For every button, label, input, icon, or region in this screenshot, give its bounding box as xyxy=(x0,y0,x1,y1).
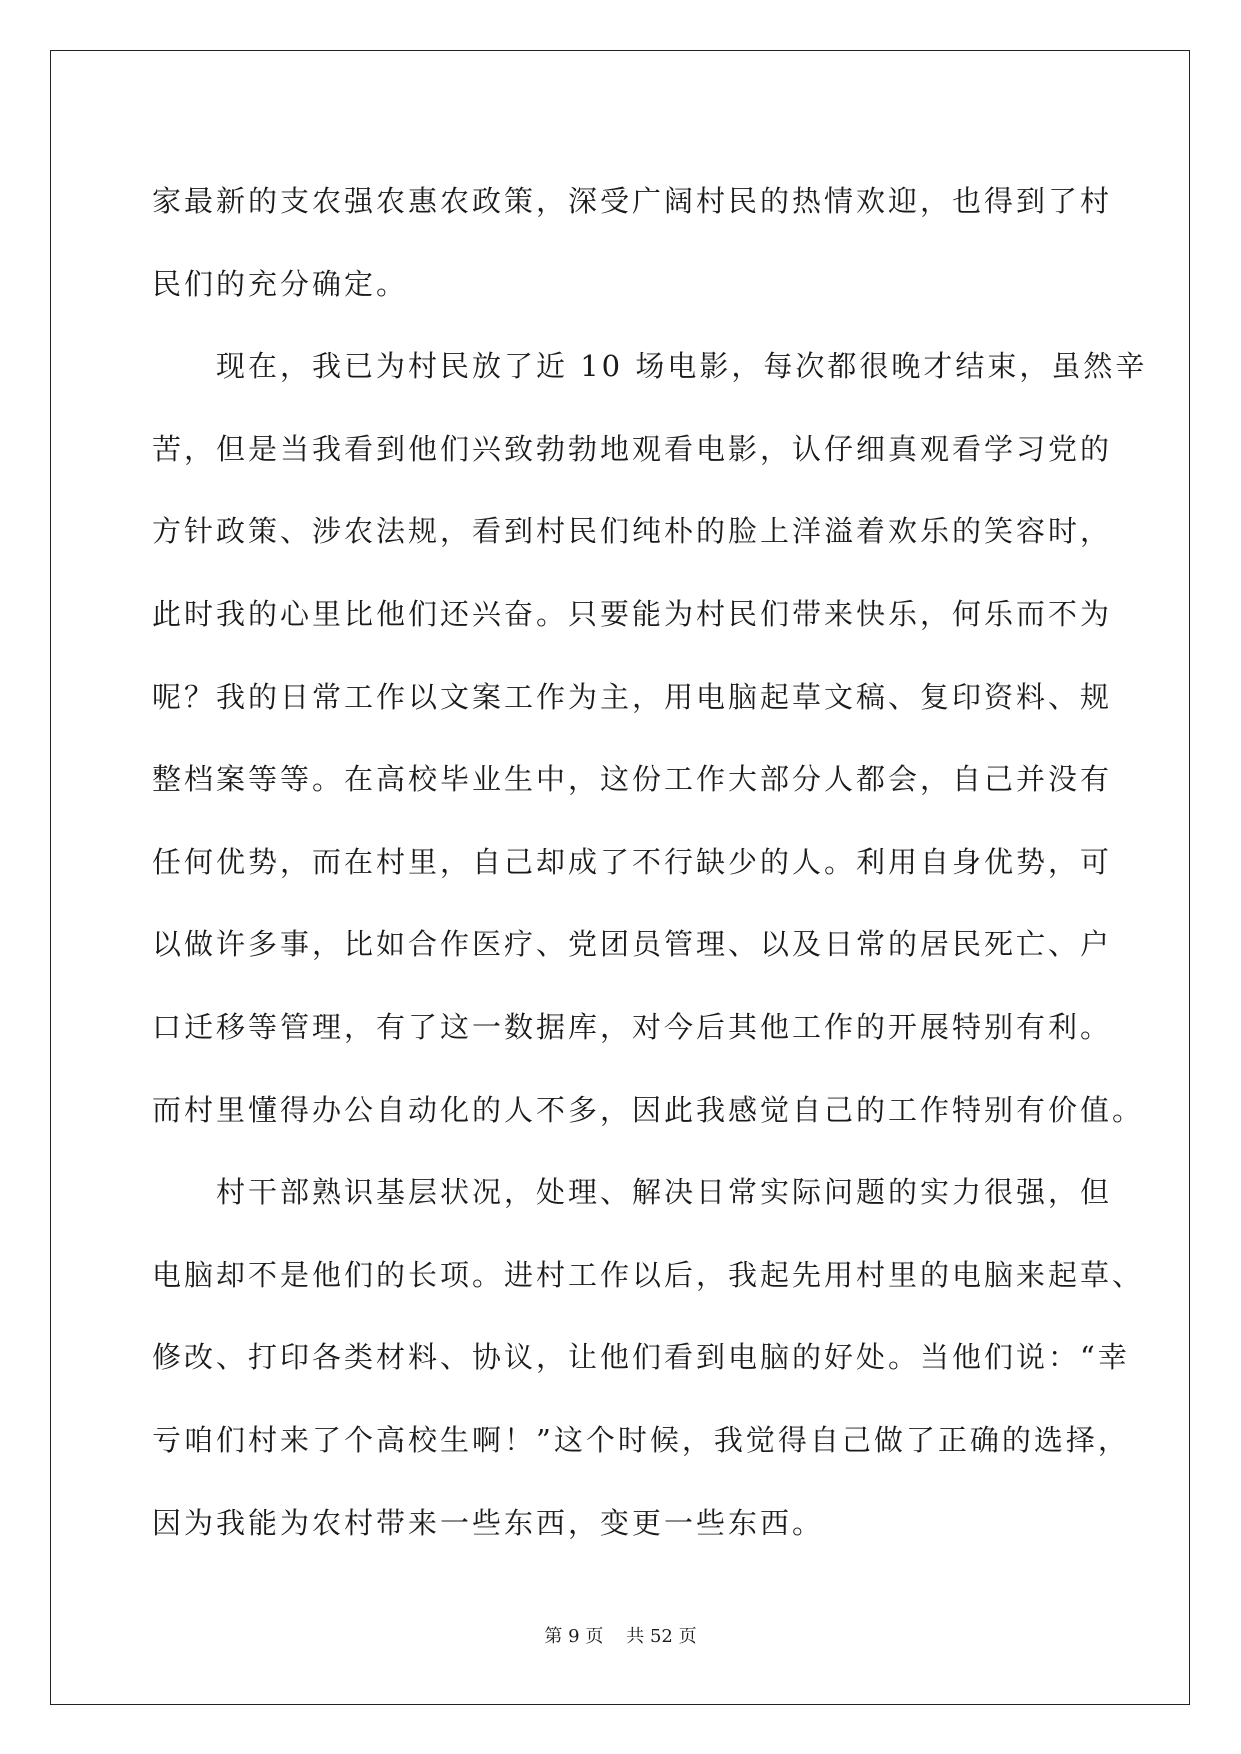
text-line: 民们的充分确定。 xyxy=(152,266,409,301)
page-total: 共 52 页 xyxy=(626,1626,697,1647)
text-line: 整档案等等。在高校毕业生中，这份工作大部分人都会，自己并没有 xyxy=(152,762,1113,797)
paragraph-3 xyxy=(152,1151,1145,1564)
text-line: 以做许多事，比如合作医疗、党团员管理、以及日常的居民死亡、户 xyxy=(152,927,1113,962)
document-body xyxy=(152,160,1148,1564)
paragraph-1 xyxy=(152,160,1113,325)
text-line: 修改、打印各类材料、协议，让他们看到电脑的好处。当他们说：“幸 xyxy=(152,1340,1130,1375)
page-footer xyxy=(0,1622,1241,1648)
text-line: 因为我能为农村带来一些东西，变更一些东西。 xyxy=(152,1505,825,1540)
text-line: 任何优势，而在村里，自己却成了不行缺少的人。利用自身优势，可 xyxy=(152,844,1113,879)
text-line: 此时我的心里比他们还兴奋。只要能为村民们带来快乐，何乐而不为 xyxy=(152,596,1113,631)
text-line: 家最新的支农强农惠农政策，深受广阔村民的热情欢迎，也得到了村 xyxy=(152,184,1113,218)
paragraph-2 xyxy=(152,325,1148,1151)
text-line: 苦，但是当我看到他们兴致勃勃地观看电影，认仔细真观看学习党的 xyxy=(152,431,1113,466)
text-line: 口迁移等管理，有了这一数据库，对今后其他工作的开展特别有利。 xyxy=(152,1009,1113,1044)
text-line: 现在，我已为村民放了近 10 场电影，每次都很晚才结束，虽然辛 xyxy=(216,349,1148,384)
text-line: 方针政策、涉农法规，看到村民们纯朴的脸上洋溢着欢乐的笑容时， xyxy=(152,514,1113,549)
text-line: 呢？我的日常工作以文案工作为主，用电脑起草文稿、复印资料、规 xyxy=(152,679,1113,714)
page-number: 第 9 页 xyxy=(544,1626,604,1647)
text-line: 电脑却不是他们的长项。进村工作以后，我起先用村里的电脑来起草、 xyxy=(152,1257,1145,1292)
text-line: 村干部熟识基层状况，处理、解决日常实际问题的实力很强，但 xyxy=(216,1175,1113,1210)
text-line: 亏咱们村来了个高校生啊！”这个时候，我觉得自己做了正确的选择， xyxy=(152,1422,1130,1457)
text-line: 而村里懂得办公自动化的人不多，因此我感觉自己的工作特别有价值。 xyxy=(152,1092,1145,1127)
